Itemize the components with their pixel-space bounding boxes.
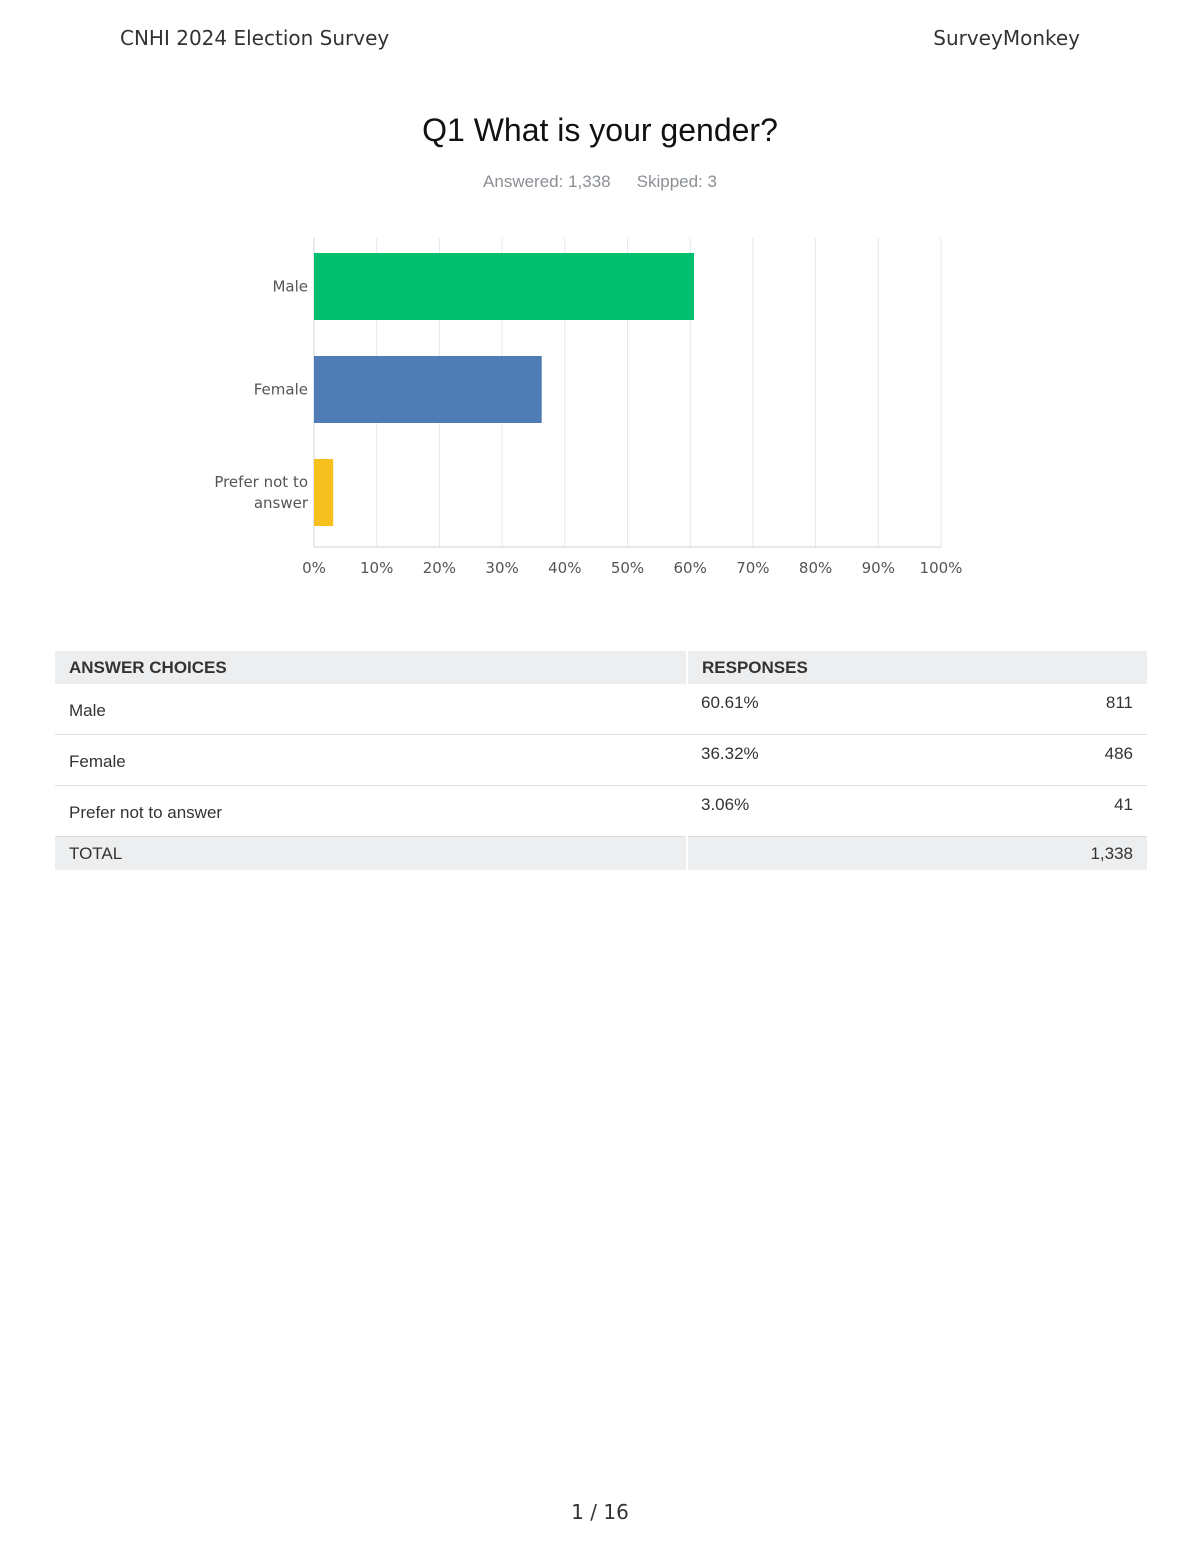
total-spacer [687,837,939,871]
choice-cell: Prefer not to answer [55,786,687,837]
category-label: Male [272,277,308,296]
table-row [55,786,1147,837]
count-cell: 486 [939,735,1147,786]
x-tick-label: 0% [302,559,326,577]
category-label: Prefer not to [214,473,308,491]
percent-cell: 60.61% [687,684,939,735]
x-tick-label: 30% [485,559,519,577]
x-tick-label: 50% [610,559,645,577]
responses-table [55,651,1147,870]
x-tick-label: 40% [548,559,582,577]
category-label: answer [253,494,308,512]
x-tick-label: 60% [673,559,707,577]
x-tick-label: 10% [360,559,394,577]
percent-cell: 36.32% [687,735,939,786]
header-responses: RESPONSES [687,651,1147,684]
table-row [55,735,1147,786]
count-cell: 41 [939,786,1147,837]
skipped-count: Skipped: 3 [636,172,717,191]
bar [314,253,694,320]
x-tick-label: 20% [422,559,457,577]
bar-chart [0,0,1200,600]
bar [314,459,333,526]
x-tick-label: 90% [861,559,895,577]
answered-count: Answered: 1,338 [483,172,611,191]
choice-cell: Female [55,735,687,786]
x-tick-label: 70% [736,559,770,577]
x-tick-label: 100% [919,559,963,577]
percent-cell: 3.06% [687,786,939,837]
table-header-row [55,651,1147,684]
page-number: 1 / 16 [571,1500,629,1524]
table-row [55,684,1147,735]
total-label: TOTAL [55,837,687,871]
bar [314,356,542,423]
count-cell: 811 [939,684,1147,735]
category-label: Female [253,380,308,399]
choice-cell: Male [55,684,687,735]
header-answer-choices: ANSWER CHOICES [55,651,687,684]
x-tick-label: 80% [798,559,833,577]
brand-name: SurveyMonkey [933,26,1080,50]
survey-title: CNHI 2024 Election Survey [120,26,390,50]
total-row [55,837,1147,871]
question-title: Q1 What is your gender? [422,112,778,148]
total-count: 1,338 [939,837,1147,871]
